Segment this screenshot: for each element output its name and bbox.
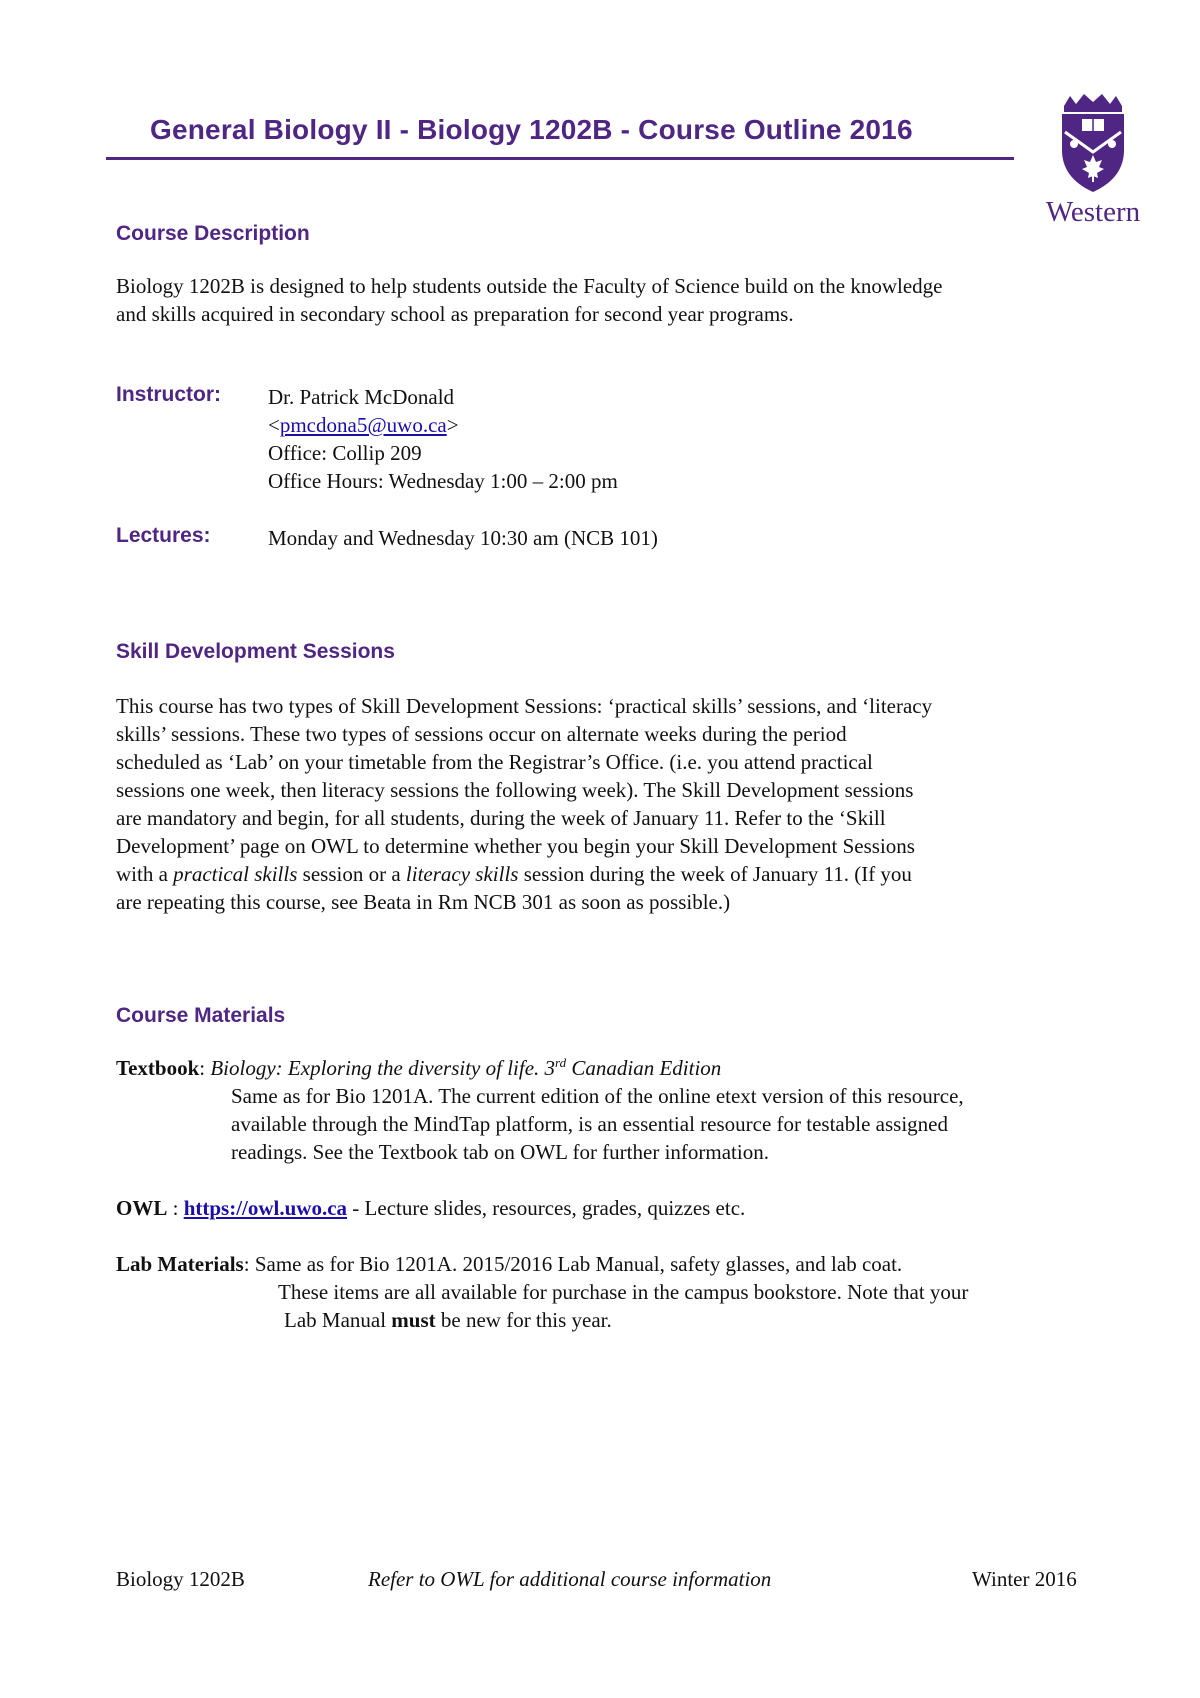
instructor-office-hours: Office Hours: Wednesday 1:00 – 2:00 pm	[268, 469, 618, 493]
instructor-name: Dr. Patrick McDonald	[268, 385, 455, 409]
lab-materials-line	[284, 1306, 612, 1334]
skill-development-line: skills’ sessions. These two types of sessions occur on alternate weeks during the period	[116, 722, 847, 746]
text-segment: :	[199, 1056, 211, 1080]
email-open-bracket: <	[268, 413, 280, 437]
footer-right: Winter 2016	[972, 1567, 1077, 1591]
textbook-detail-line: readings. See the Textbook tab on OWL for further information.	[231, 1140, 769, 1164]
text-segment: session during the week of January 11. (If you	[518, 862, 912, 886]
course-materials-heading: Course Materials	[116, 1004, 286, 1027]
skill-development-heading: Skill Development Sessions	[116, 640, 395, 663]
text-segment: :	[167, 1196, 184, 1220]
text-segment: Lab Manual	[284, 1308, 392, 1332]
edition-superscript: rd	[555, 1055, 567, 1070]
lectures-label: Lectures:	[116, 524, 211, 547]
page-title: General Biology II - Biology 1202B - Course Outline 2016	[150, 114, 913, 145]
lab-materials-line: These items are all available for purchase in the campus bookstore. Note that your	[278, 1280, 969, 1304]
skill-development-line: are mandatory and begin, for all students, during the week of January 11. Refer to the ‘Skill	[116, 806, 886, 830]
crown-icon	[1064, 94, 1122, 112]
instructor-office: Office: Collip 209	[268, 441, 422, 465]
footer-center: Refer to OWL for additional course information	[368, 1567, 772, 1591]
skill-development-line: scheduled as ‘Lab’ on your timetable from the Registrar’s Office. (i.e. you attend practical	[116, 750, 873, 774]
footer-left: Biology 1202B	[116, 1567, 245, 1591]
text-segment: be new for this year.	[435, 1308, 612, 1332]
email-close-bracket: >	[446, 413, 459, 437]
textbook-title	[210, 1056, 721, 1080]
lab-materials-label: Lab Materials	[116, 1252, 244, 1276]
owl-line	[116, 1194, 745, 1222]
skill-development-line: sessions one week, then literacy sessions the following week). The Skill Development sessions	[116, 778, 914, 802]
textbook-label: Textbook	[116, 1056, 200, 1080]
lectures-value: Monday and Wednesday 10:30 am (NCB 101)	[268, 526, 658, 550]
textbook-detail-line: Same as for Bio 1201A. The current edition of the online etext version of this resource,	[231, 1084, 964, 1108]
text-segment: session or a	[297, 862, 406, 886]
skill-development-line: Development’ page on OWL to determine whether you begin your Skill Development Sessions	[116, 834, 915, 858]
text-segment: : Same as for Bio 1201A. 2015/2016 Lab Manual, safety glasses, and lab coat.	[243, 1252, 903, 1276]
course-description-line: and skills acquired in secondary school as preparation for second year programs.	[116, 302, 794, 326]
textbook-line	[116, 1054, 721, 1082]
skill-development-line	[116, 860, 912, 888]
skill-development-line: This course has two types of Skill Development Sessions: ‘practical skills’ sessions, and ‘literacy	[116, 694, 933, 718]
course-description-line: Biology 1202B is designed to help students outside the Faculty of Science build on the knowledge	[116, 274, 943, 298]
text-segment: with a	[116, 862, 174, 886]
lab-materials-line	[116, 1250, 902, 1278]
instructor-email-line	[268, 411, 459, 439]
must-emphasis: must	[391, 1308, 436, 1332]
course-description-heading: Course Description	[116, 222, 310, 245]
text-segment: - Lecture slides, resources, grades, quizzes etc.	[347, 1196, 746, 1220]
instructor-label: Instructor:	[116, 383, 221, 406]
owl-url-link[interactable]: https://owl.uwo.ca	[183, 1196, 348, 1220]
practical-skills-emphasis: practical skills	[173, 862, 298, 886]
book-icon	[1082, 119, 1104, 131]
owl-label: OWL	[116, 1196, 168, 1220]
text-segment: Canadian Edition	[566, 1056, 722, 1080]
western-wordmark: Western	[1045, 196, 1141, 228]
instructor-email-link[interactable]: pmcdona5@uwo.ca	[279, 413, 447, 437]
textbook-detail-line: available through the MindTap platform, is an essential resource for testable assigned	[231, 1112, 948, 1136]
text-segment: Biology: Exploring the diversity of life. 3	[210, 1056, 556, 1080]
skill-development-line: are repeating this course, see Beata in Rm NCB 301 as soon as possible.)	[116, 890, 731, 914]
title-divider	[106, 157, 1014, 160]
literacy-skills-emphasis: literacy skills	[405, 862, 519, 886]
